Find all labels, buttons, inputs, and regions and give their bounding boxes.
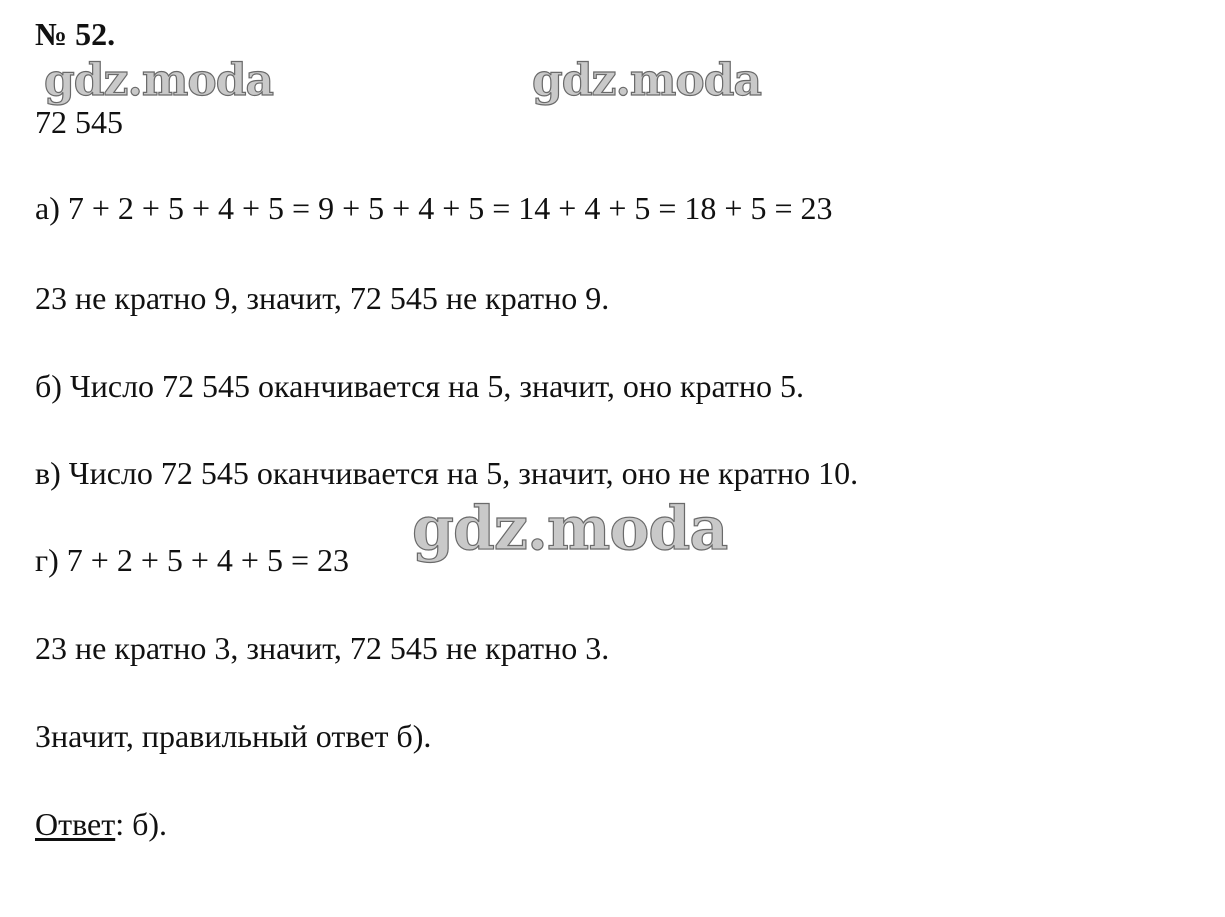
final-answer (35, 804, 167, 844)
part-a-conclusion: 23 не кратно 9, значит, 72 545 не кратно 9. (35, 280, 610, 316)
answer-label: Ответ (35, 806, 116, 842)
part-a-calculation: а) 7 + 2 + 5 + 4 + 5 = 9 + 5 + 4 + 5 = 14 + 4 + 5 = 18 + 5 = 23 (35, 190, 833, 226)
watermark-logo: gdz.moda (44, 55, 274, 106)
given-number: 72 545 (35, 104, 123, 140)
watermark-logo: gdz.moda (412, 494, 728, 564)
part-g-conclusion: 23 не кратно 3, значит, 72 545 не кратно 3. (35, 630, 610, 666)
summary-statement: Значит, правильный ответ б). (35, 718, 432, 754)
part-b-statement: б) Число 72 545 оканчивается на 5, значит, оно кратно 5. (35, 368, 804, 404)
answer-value: : б). (115, 806, 168, 842)
problem-number: № 52. (35, 16, 116, 52)
watermark-logo: gdz.moda (532, 55, 762, 106)
part-v-statement: в) Число 72 545 оканчивается на 5, значит, оно не кратно 10. (35, 455, 859, 491)
part-g-calculation: г) 7 + 2 + 5 + 4 + 5 = 23 (35, 542, 350, 578)
